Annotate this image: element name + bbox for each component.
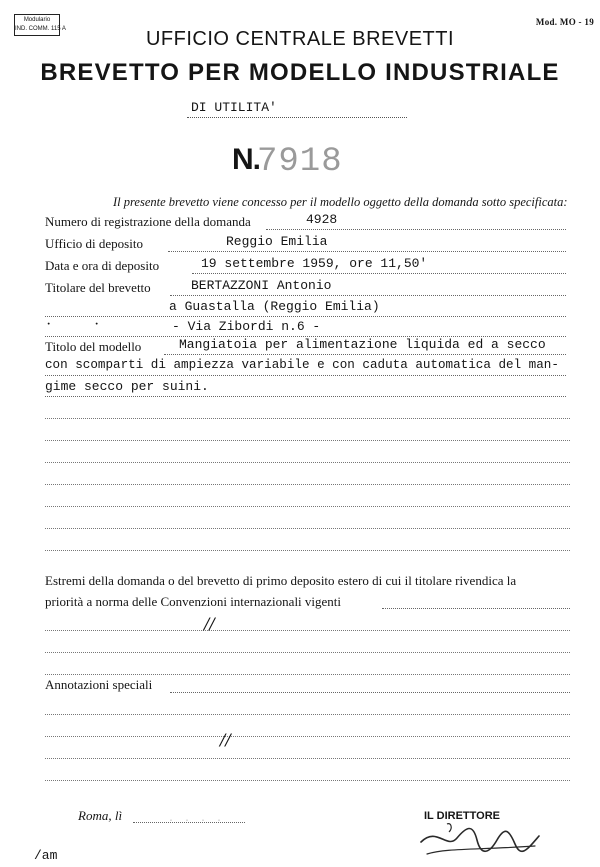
blank-line [45,440,570,441]
annotations-line [45,714,570,715]
date-value: 19 settembre 1959, ore 11,50' [201,256,428,271]
intro-text: Il presente brevetto viene concesso per il modello oggetto della domanda sotto specificata: [113,195,568,209]
director-label: IL DIRETTORE [424,810,500,822]
priority-text-line1: Estremi della domanda o del brevetto di primo deposito estero di cui il titolare rivendica la [45,573,517,588]
document-title: BREVETTO PER MODELLO INDUSTRIALE [40,59,560,86]
place-date-label: Roma, lì [78,808,123,823]
date-label: Data e ora di deposito [45,258,160,273]
margin-dot: · [94,316,100,333]
document-subtitle: DI UTILITA' [187,100,407,118]
office-heading: UFFICIO CENTRALE BREVETTI [145,28,455,50]
office-line [168,251,566,252]
holder-line-2 [45,316,566,317]
model-title-label: Titolo del modello [45,339,142,354]
margin-dot: · [46,316,52,333]
blank-line [45,462,570,463]
faint-date-stamp: · · · · [168,816,225,827]
model-title-line-1 [164,354,566,355]
form-stamp-line1: Modulario [23,17,51,23]
blank-line [45,418,570,419]
blank-line [45,506,570,507]
blank-line [45,484,570,485]
date-line [192,273,566,274]
annotations-line [45,758,570,759]
office-value: Reggio Emilia [226,234,328,249]
blank-line [45,528,570,529]
annotations-line [45,780,570,781]
office-label: Ufficio di deposito [45,236,143,251]
model-title-text-1: Mangiatoia per alimentazione liquida ed a secco [179,337,546,352]
registration-value: 4928 [306,212,338,227]
registration-line [266,229,566,230]
priority-line [45,630,570,631]
patent-number-value: 7918 [257,143,343,181]
holder-street: - Via Zibordi n.6 - [172,319,321,334]
clerk-initials: /am [34,848,58,863]
patent-number-label: N. [232,143,260,176]
annotations-label: Annotazioni speciali [45,677,153,692]
model-title-line-2 [45,375,566,376]
director-signature [417,820,547,865]
form-stamp-line2: IND. COMM. 115 A [15,26,66,32]
model-title-text-2: con scomparti di ampiezza variabile e con caduta automatica del man- [45,358,559,372]
form-code: Mod. MO - 19 [535,17,594,27]
priority-line [45,674,570,675]
annotations-line [45,736,570,737]
priority-line-1 [382,608,570,609]
annotations-mark: // [220,730,231,749]
priority-text-line2: priorità a norma delle Convenzioni internazionali vigenti [45,594,342,609]
priority-line [45,652,570,653]
holder-line-1 [170,295,566,296]
priority-mark: // [204,614,215,633]
model-title-text-3: gime secco per suini. [45,379,209,394]
model-title-line-3 [45,396,566,397]
holder-name: BERTAZZONI Antonio [191,278,332,293]
annotations-line-1 [170,692,570,693]
blank-line [45,550,570,551]
holder-city: a Guastalla (Reggio Emilia) [169,299,380,314]
holder-label: Titolare del brevetto [45,280,151,295]
registration-label: Numero di registrazione della domanda [45,214,251,229]
